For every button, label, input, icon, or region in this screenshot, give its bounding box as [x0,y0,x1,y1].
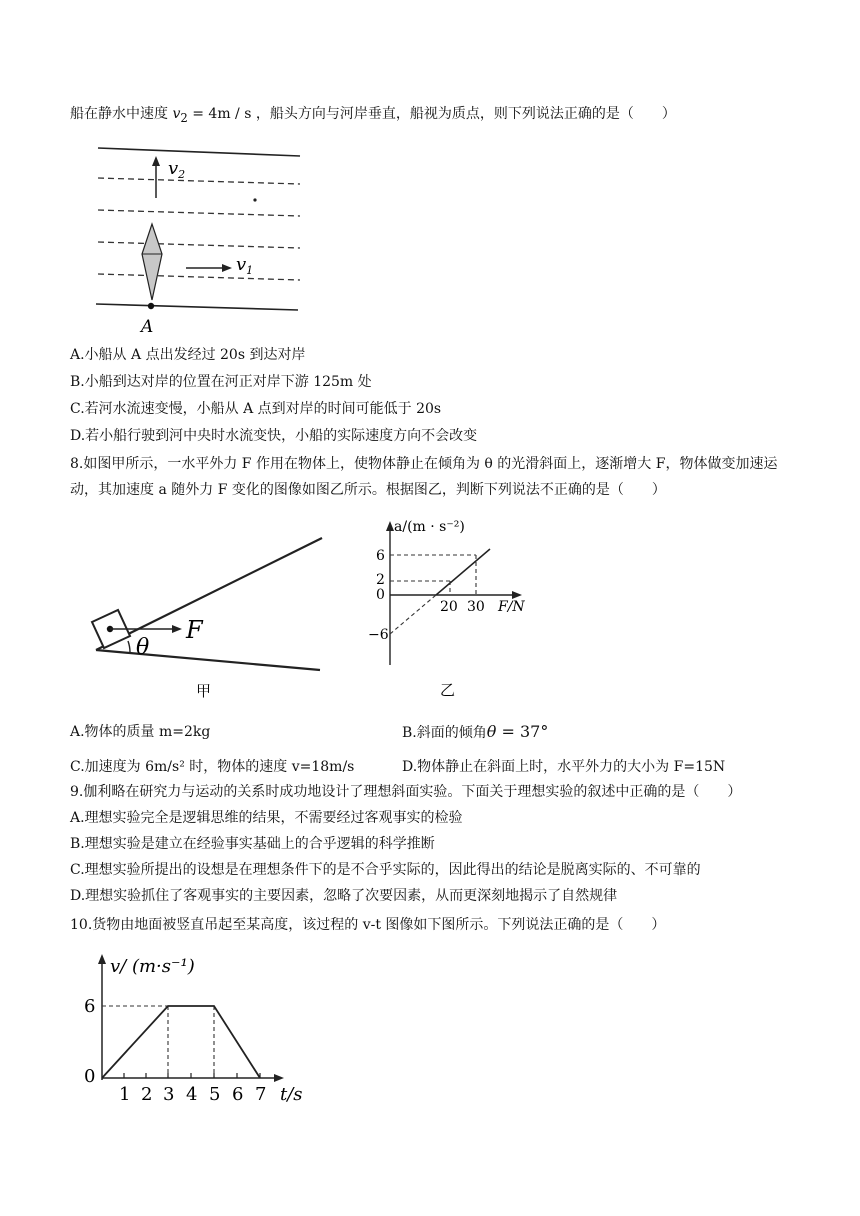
q9-option-b: B.理想实验是建立在经验事实基础上的合乎逻辑的科学推断 [70,836,435,852]
q7-option-c: C.若河水流速变慢，小船从 A 点到对岸的时间可能低于 20s [70,401,442,417]
fig-jia-caption: 甲 [196,682,212,700]
q7-stem-pre: 船在静水中速度 [70,106,168,122]
ground-line [96,650,320,670]
vt-y-tick-0: 0 [84,1066,96,1087]
force-arrowhead [172,625,182,633]
q8-option-c: C.加速度为 6m/s² 时，物体的速度 v=18m/s [70,759,355,775]
force-label: F [186,616,203,644]
vt-x-tick-6: 6 [232,1084,244,1105]
v1-label: $v_1$ [236,254,254,277]
q7-v2-value: = 4m / s [187,106,252,122]
q8-option-b-theta: θ [486,722,497,741]
q8-stem: 8.如图甲所示，一水平外力 F 作用在物体上，使物体静止在倾角为 θ 的光滑斜面上，逐渐增大 F，物体做变加速运动，其加速度 a 随外力 F 变化的图像如图乙所示。根据图乙，判断下列说法不正确的是（ ） [70,456,778,498]
q7-option-d: D.若小船行驶到河中央时水流变快，小船的实际速度方向不会改变 [70,428,478,444]
a-f-line [436,549,490,595]
q7-option-a: A.小船从 A 点出发经过 20s 到达对岸 [70,347,306,363]
q9-stem: 9.伽利略在研究力与运动的关系时成功地设计了理想斜面实验。下面关于理想实验的叙述中正确的是（ ） [70,784,742,800]
vt-x-tick-7: 7 [255,1084,267,1105]
x-axis-label: F/N [498,599,525,615]
q9-option-a: A.理想实验完全是逻辑思维的结果，不需要经过客观事实的检验 [70,810,463,826]
y-tick-6: 6 [376,548,385,564]
x-tick-20: 20 [440,599,458,615]
q10-v-t-graph [80,948,320,1110]
vt-y-tick-6: 6 [84,996,96,1017]
y-tick-neg6: −6 [368,627,389,643]
v1-arrowhead [222,264,232,272]
q8-option-b [402,722,548,743]
q7-stem [70,104,676,128]
v2-label: $v_2$ [168,158,186,181]
vt-x-tick-1: 1 [119,1084,131,1105]
y-tick-0: 0 [376,587,385,603]
q7-v2-symbol: v [172,106,181,122]
q7-option-b: B.小船到达对岸的位置在河正对岸下游 125m 处 [70,374,372,390]
q8-option-a: A.物体的质量 m=2kg [70,724,211,740]
q7-v2-subscript: 2 [180,110,188,125]
point-a-label: A [141,317,154,337]
q9-option-c: C.理想实验所提出的设想是在理想条件下的是不合乎实际的，因此得出的结论是脱离实际的、不可靠的 [70,862,701,878]
q9-option-d: D.理想实验抓住了客观事实的主要因素，忽略了次要因素，从而更深刻地揭示了自然规律 [70,888,618,904]
v2-arrowhead [152,156,160,166]
q8-incline-figure [86,530,336,700]
vt-y-label: v/ (m·s⁻¹) [110,956,195,977]
vt-x-tick-4: 4 [186,1084,198,1105]
vt-x-tick-3: 3 [163,1084,175,1105]
q7-stem-post: ，船头方向与河岸垂直，船视为质点，则下列说法正确的是（ ） [255,106,676,122]
y-axis-label: a/(m · s⁻²) [394,519,465,535]
q8-a-f-graph [340,515,540,700]
q10-stem: 10.货物由地面被竖直吊起至某高度，该过程的 v-t 图像如下图所示。下列说法正确的是（ ） [70,917,666,933]
vt-x-tick-2: 2 [141,1084,153,1105]
boat [142,224,162,300]
point-a [148,303,154,309]
incline-surface [96,538,322,650]
q8-option-d: D.物体静止在斜面上时，水平外力的大小为 F=15N [402,759,726,775]
x-tick-30: 30 [467,599,485,615]
q8-option-b-value: = 37° [496,722,549,741]
vt-x-label: t/s [280,1084,303,1105]
vt-curve [102,1006,260,1078]
theta-label: θ [136,635,150,660]
y-tick-2: 2 [376,572,385,588]
q7-river-figure [92,140,312,340]
fig-yi-caption: 乙 [440,681,456,699]
q8-option-b-pre: B.斜面的倾角 [402,725,487,741]
vt-x-tick-5: 5 [209,1084,221,1105]
